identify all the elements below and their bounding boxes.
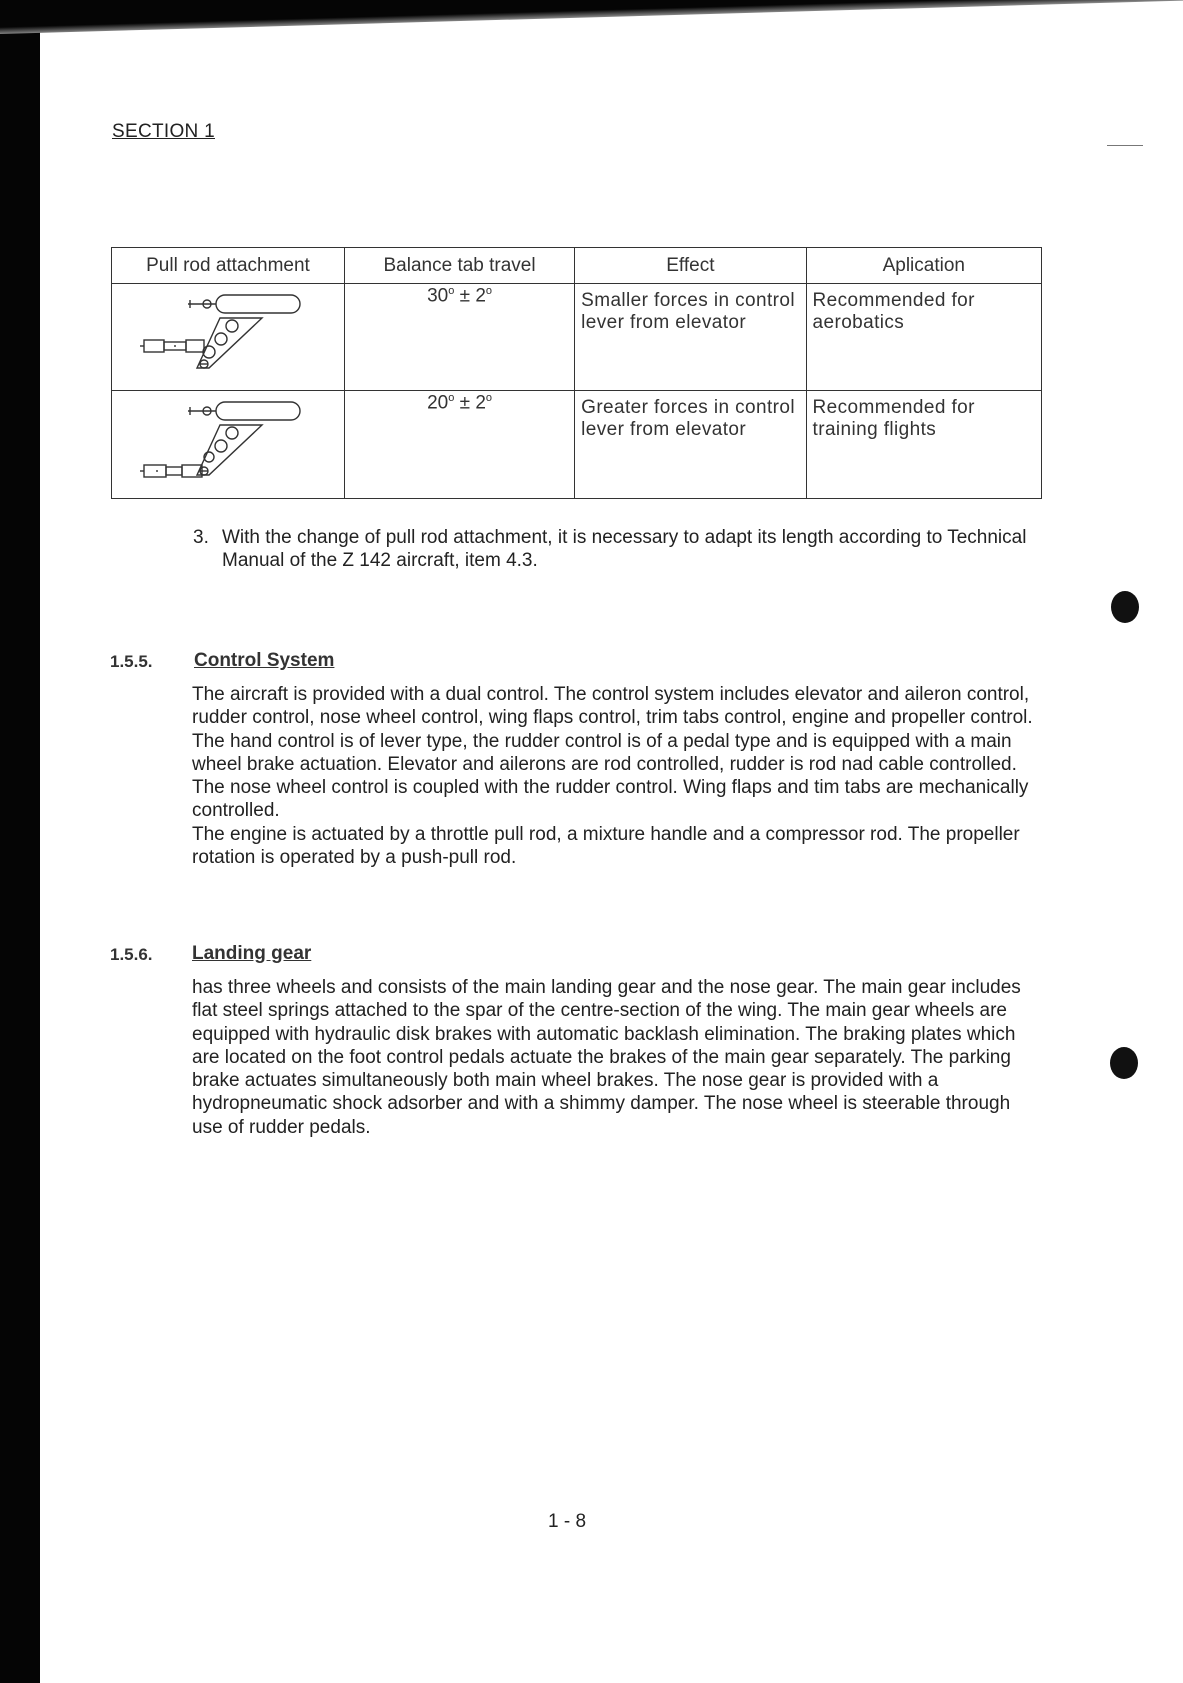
paragraph: has three wheels and consists of the main landing gear and the nose gear. The main gear includes flat steel springs attached to the spar of the centre-section of the wing. The main gear wheels are equipped with hydraulic disk brakes with automatic backlash elimination. The braking plates which are located on the foot control pedals actuate the brakes of the main gear separately. The parking brake actuates simultaneously both main wheel brakes. The nose gear is provided with a hydropneumatic shock adsorber and with a shimmy damper. The nose wheel is steerable through use of rudder pedals. [192,977,1021,1138]
balance-tab-travel [344,391,574,499]
balance-tab-travel [344,284,574,391]
section-body [192,976,1040,1139]
note-item [193,526,1043,573]
section-number: 1.5.6. [110,945,153,964]
scan-border-left [0,0,40,1683]
travel-tolerance: ± 2 [459,285,486,307]
table-row [112,391,1042,499]
degree-mark: o [485,392,493,404]
pull-rod-diagram [112,391,342,492]
travel-tolerance: ± 2 [459,392,486,414]
column-header: Effect [575,248,806,284]
effect-cell: Smaller forces in control lever from elevator [575,284,806,391]
punch-hole [1110,1047,1138,1079]
application-cell: Recommended for aerobatics [806,284,1041,391]
section-title: Control System [194,650,335,671]
note-number: 3. [193,527,209,548]
edge-mark [1107,145,1143,146]
section-number: 1.5.5. [110,652,153,671]
section-body [192,683,1040,869]
column-header: Balance tab travel [344,248,574,284]
pull-rod-diagram [112,284,342,384]
section-title: Landing gear [192,943,312,964]
degree-mark: o [448,285,455,297]
degree-mark: o [485,285,493,297]
degree-mark: o [448,392,455,404]
table-row [112,284,1042,391]
effect-cell: Greater forces in control lever from elevator [575,391,806,499]
column-header: Pull rod attachment [112,248,345,284]
paragraph: The engine is actuated by a throttle pull rod, a mixture handle and a compressor rod. The propeller rotation is operated by a push-pull rod. [192,823,1020,869]
section-header: SECTION 1 [112,121,215,142]
punch-hole [1111,591,1139,623]
column-header: Aplication [806,248,1041,284]
application-cell: Recommended for training flights [806,391,1041,499]
page-number: 1 - 8 [548,1511,587,1532]
travel-value: 20 [427,392,449,414]
pull-rod-diagram-cell [112,391,345,499]
scan-border-top [0,0,1183,34]
table-header-row [112,248,1042,284]
pull-rod-diagram-cell [112,284,345,391]
note-text: With the change of pull rod attachment, it is necessary to adapt its length according to Technical Manual of the Z 142 aircraft, item 4.3. [222,527,1027,572]
travel-value: 30 [427,285,449,307]
paragraph: The aircraft is provided with a dual control. The control system includes elevator and aileron control, rudder control, nose wheel control, wing flaps control, trim tabs control, engine and propeller control. The hand control is of lever type, the rudder control is of a pedal type and is equipped with a main wheel brake actuation. Elevator and ailerons are rod controlled, rudder is rod nad cable controlled. The nose wheel control is coupled with the rudder control. Wing flaps and tim tabs are mechanically controlled. [192,684,1033,822]
attachment-table [111,247,1042,499]
